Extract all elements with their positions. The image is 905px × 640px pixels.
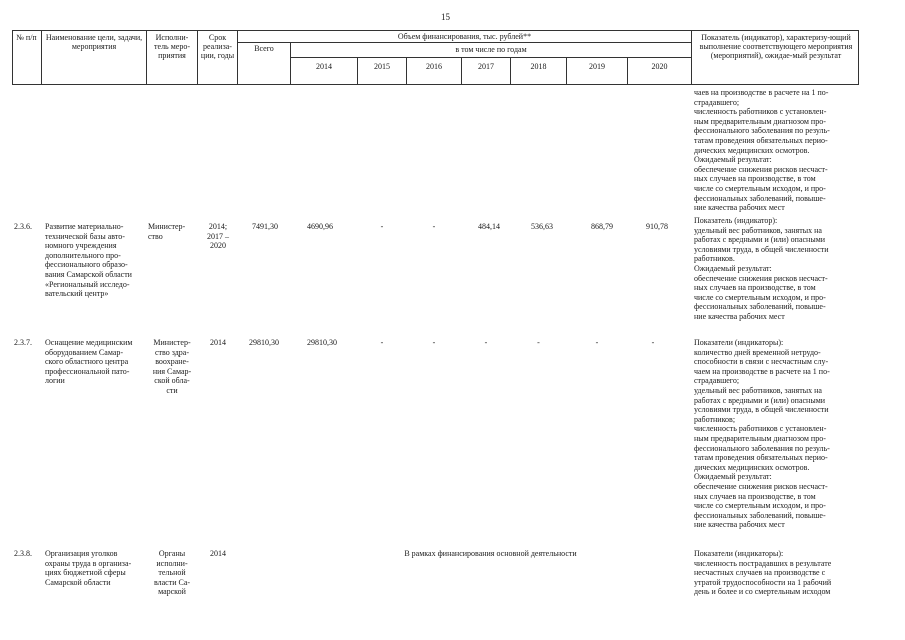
indicator-text: Показатели (индикаторы): количество дней временной нетрудо- способности в связи с несчастным слу- чаем на производстве в расчете на 1 по- страдавшего; удельный вес работников, занятых на работах с вредными и (или) опасными условиями труда, в общей численности работников; численность работников с установлен- ным предварительным диагнозом про- фессионального заболевания по резуль- татам проведения обязательных перио- дических медицинских осмотров. Ожидаемый результат: обеспечение снижения рисков несчаст- ных случаев на производстве, в том числе со смертельным исходом, и про- фессиональных заболеваний, повыше- ние качества рабочих мест bbox=[694, 338, 830, 530]
header-year: 2018 bbox=[530, 62, 547, 71]
header-by-years: в том числе по годам bbox=[455, 45, 527, 54]
term: 2014; 2017 – 2020 bbox=[207, 222, 229, 251]
header-name: Наименование цели, задачи, мероприятия bbox=[45, 33, 143, 51]
header-year: 2020 bbox=[651, 62, 668, 71]
funding-total: 29810,30 bbox=[249, 338, 279, 347]
funding-2020: 910,78 bbox=[646, 222, 668, 231]
funding-2018: - bbox=[537, 338, 540, 347]
header-bottom-border bbox=[12, 84, 858, 85]
term: 2014 bbox=[210, 338, 226, 347]
header-year: 2017 bbox=[478, 62, 494, 71]
indicator-text: Показатель (индикатор): удельный вес работников, занятых на работах с вредными и (или) опасными условиями труда, в общей численности работников. Ожидаемый результат: обеспечение снижения рисков несчаст- ных случаев на производстве, в том числе со смертельным исходом, и про- фессиональных заболеваний, повыше- ние качества рабочих мест bbox=[694, 216, 829, 321]
funding-2015: - bbox=[380, 338, 384, 347]
term: 2014 bbox=[210, 549, 226, 558]
header-year: 2015 bbox=[374, 62, 390, 71]
funding-2016: - bbox=[432, 222, 436, 231]
funding-2014: 4690,96 bbox=[307, 222, 333, 231]
funding-2014: 29810,30 bbox=[307, 338, 337, 347]
funding-2017: 484,14 bbox=[478, 222, 500, 231]
measure-name: Оснащение медицинским оборудованием Самар- ского областного центра профессиональной пато- логии bbox=[45, 338, 133, 386]
indicator-continuation: чаев на производстве в расчете на 1 по- страдавшего; численность работников с установлен- ным предварительным диагнозом про- фессионального заболевания по резуль- татам проведения обязательных перио- дических медицинских осмотров. Ожидаемый результат: обеспечение снижения рисков несчаст- ных случаев на производстве, в том числе со смертельным исходом, и про- фессиональных заболеваний, повыше- ние качества рабочих мест bbox=[694, 88, 830, 213]
header-funding: Объем финансирования, тыс. рублей** bbox=[397, 32, 532, 41]
funding-2019: 868,79 bbox=[591, 222, 613, 231]
funding-note: В рамках финансирования основной деятельности bbox=[404, 549, 577, 558]
col-border bbox=[691, 30, 692, 85]
header-term: Срок реализа-ции, годы bbox=[200, 33, 235, 60]
header-total: Всего bbox=[254, 44, 274, 53]
executor: Органы исполни- тельной власти Са- марской bbox=[153, 549, 191, 597]
header-top-border bbox=[12, 30, 858, 31]
funding-2016: - bbox=[432, 338, 436, 347]
row-number: 2.3.6. bbox=[14, 222, 32, 231]
measure-name: Организация уголков охраны труда в организа- циях бюджетной сферы Самарской области bbox=[45, 549, 132, 587]
executor: Министер- ство здра- воохране- ния Самар- ской обла- сти bbox=[152, 338, 192, 395]
funding-2018: 536,63 bbox=[531, 222, 553, 231]
col-border bbox=[12, 30, 13, 85]
header-year: 2016 bbox=[426, 62, 442, 71]
header-executor: Исполни-тель меро-приятия bbox=[154, 33, 190, 60]
row-number: 2.3.8. bbox=[14, 549, 32, 558]
executor: Министер- ство bbox=[148, 222, 186, 241]
years-divider bbox=[290, 57, 691, 58]
funding-2020: - bbox=[651, 338, 655, 347]
indicator-text: Показатели (индикаторы): численность пострадавших в результате несчастных случаев на производстве с утратой трудоспособности на 1 рабочий день и более и со смертельным исходом bbox=[694, 549, 832, 597]
funding-title-divider bbox=[237, 42, 691, 43]
header-year: 2019 bbox=[589, 62, 605, 71]
col-border bbox=[858, 30, 859, 85]
col-border bbox=[41, 30, 42, 85]
col-border bbox=[146, 30, 147, 85]
header-year: 2014 bbox=[316, 62, 332, 71]
measure-name: Развитие материально- технической базы авто- номного учреждения дополнительного про- фессионального образо- вания Самарской области «Региональный исследо- вательский центр» bbox=[45, 222, 132, 299]
row-number: 2.3.7. bbox=[14, 338, 32, 347]
funding-2015: - bbox=[380, 222, 384, 231]
page-number: 15 bbox=[441, 12, 450, 22]
funding-2017: - bbox=[484, 338, 488, 347]
col-border bbox=[197, 30, 198, 85]
funding-2019: - bbox=[595, 338, 599, 347]
header-num: № п/п bbox=[16, 33, 37, 42]
col-border bbox=[237, 30, 238, 85]
header-indicator: Показатель (индикатор), характеризу-ющий выполнение соответствующего мероприятия (мероприятий), ожидае-мый результат bbox=[699, 33, 853, 60]
funding-total: 7491,30 bbox=[252, 222, 278, 231]
